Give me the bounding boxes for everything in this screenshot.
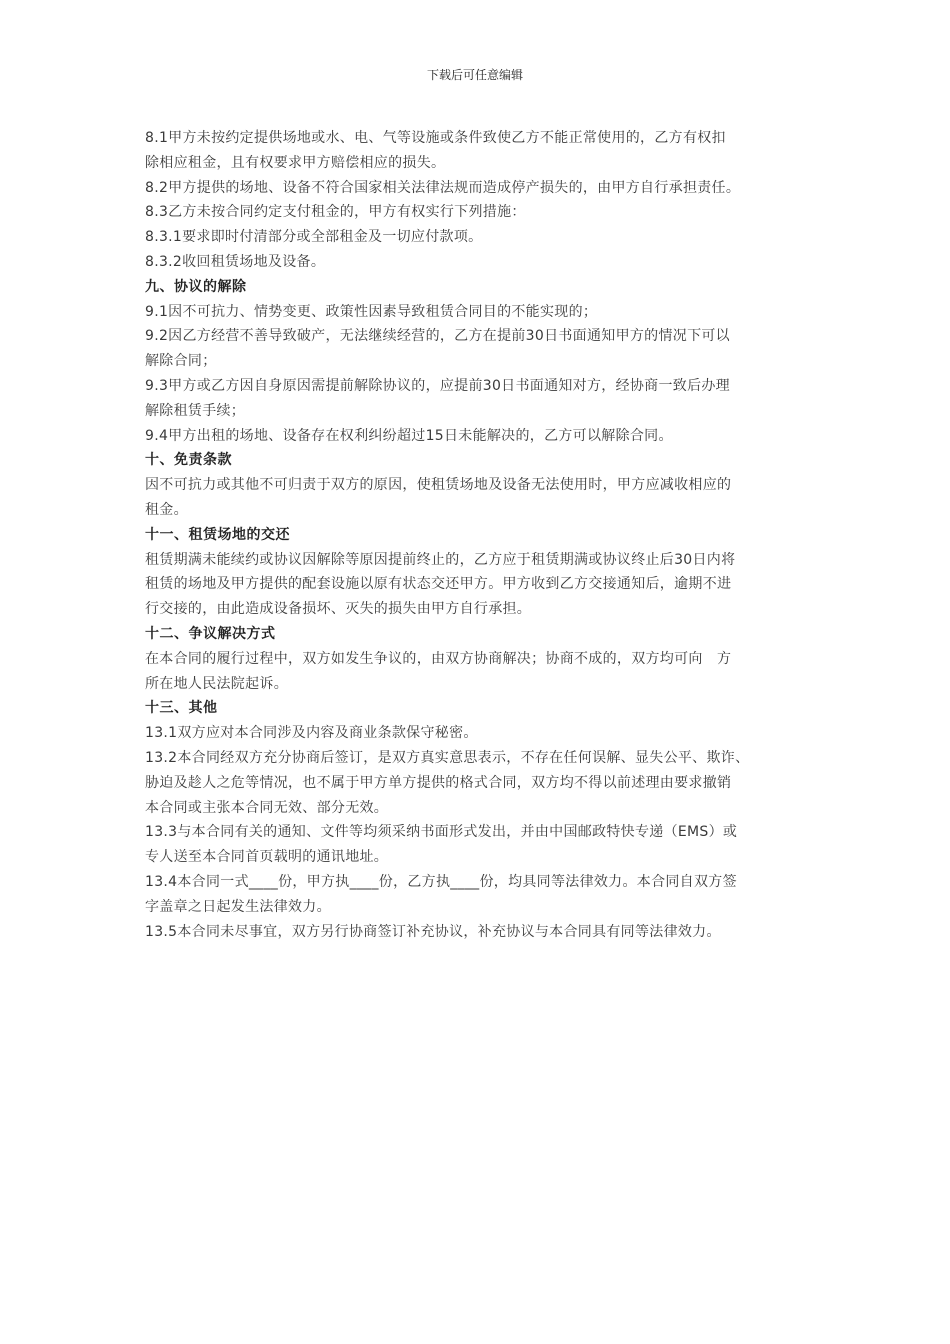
clause-line: 解除合同； [145, 353, 217, 370]
clause-line: 13.3与本合同有关的通知、文件等均须采纳书面形式发出，并由中国邮政特快专递（EMS）或 [145, 824, 738, 841]
clause-line: 13.2本合同经双方充分协商后签订，是双方真实意思表示，不存在任何误解、显失公平、欺诈、 [145, 749, 750, 766]
clause-line: 8.1甲方未按约定提供场地或水、电、气等设施或条件致使乙方不能正常使用的，乙方有权扣 [145, 130, 726, 146]
contract-body [145, 126, 810, 944]
clause-line: 13.4本合同一式____份，甲方执____份，乙方执____份，均具同等法律效力。本合同自双方签 [145, 873, 737, 890]
clause-line: 9.3甲方或乙方因自身原因需提前解除协议的，应提前30日书面通知对方，经协商一致后办理 [145, 377, 730, 394]
clause-line: 租金。 [145, 501, 188, 518]
clause-line: 9.1因不可抗力、情势变更、政策性因素导致租赁合同目的不能实现的； [145, 303, 598, 320]
clause-line: 8.3.2收回租赁场地及设备。 [145, 253, 326, 270]
section-heading: 九、协议的解除 [145, 278, 247, 295]
clause-line: 9.2因乙方经营不善导致破产，无法继续经营的，乙方在提前30日书面通知甲方的情况下可以 [145, 328, 730, 345]
clause-line: 字盖章之日起发生法律效力。 [145, 898, 331, 915]
section-heading: 十三、其他 [145, 700, 218, 717]
clause-line: 在本合同的履行过程中，双方如发生争议的，由双方协商解决；协商不成的，双方均可向 方 [145, 650, 732, 667]
section-heading: 十、免责条款 [145, 452, 232, 469]
clause-line: 8.3乙方未按合同约定支付租金的，甲方有权实行下列措施： [145, 204, 526, 221]
clause-line: 解除租赁手续； [145, 402, 246, 419]
clause-line: 所在地人民法院起诉。 [145, 675, 288, 692]
clause-line: 8.2甲方提供的场地、设备不符合国家相关法律法规而造成停产损失的，由甲方自行承担责任。 [145, 179, 741, 196]
clause-line: 9.4甲方出租的场地、设备存在权利纠纷超过15日未能解决的，乙方可以解除合同。 [145, 427, 673, 444]
clause-line: 专人送至本合同首页载明的通讯地址。 [145, 849, 389, 866]
page-header-note: 下载后可任意编辑 [426, 68, 523, 82]
clause-line: 本合同或主张本合同无效、部分无效。 [145, 799, 389, 816]
clause-line: 行交接的，由此造成设备损坏、灭失的损失由甲方自行承担。 [145, 601, 532, 618]
clause-line: 胁迫及趁人之危等情况，也不属于甲方单方提供的格式合同，双方均不得以前述理由要求撤销 [145, 774, 732, 791]
clause-line: 租赁的场地及甲方提供的配套设施以原有状态交还甲方。甲方收到乙方交接通知后，逾期不进 [145, 576, 732, 593]
clause-line: 13.1双方应对本合同涉及内容及商业条款保守秘密。 [145, 725, 478, 742]
section-heading: 十一、租赁场地的交还 [145, 526, 290, 543]
section-heading: 十二、争议解决方式 [145, 625, 276, 642]
clause-line: 除相应租金，且有权要求甲方赔偿相应的损失。 [145, 154, 446, 171]
clause-line: 因不可抗力或其他不可归责于双方的原因，使租赁场地及设备无法使用时，甲方应减收相应的 [145, 477, 732, 494]
clause-line: 13.5本合同未尽事宜，双方另行协商签订补充协议，补充协议与本合同具有同等法律效力。 [145, 923, 721, 940]
clause-line: 8.3.1要求即时付清部分或全部租金及一切应付款项。 [145, 229, 483, 246]
clause-line: 租赁期满未能续约或协议因解除等原因提前终止的，乙方应于租赁期满或协议终止后30日内将 [145, 551, 736, 568]
